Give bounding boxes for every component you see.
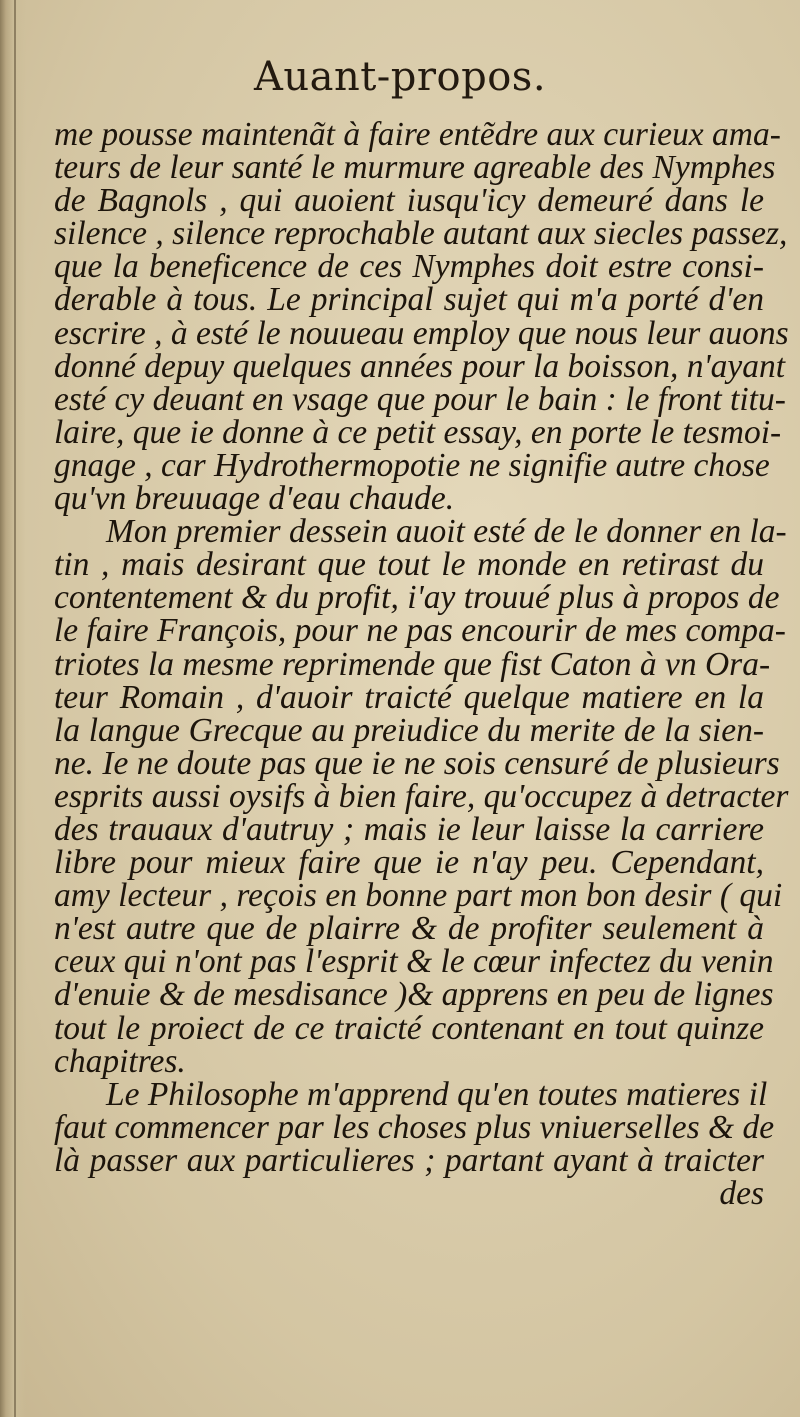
text-line: que la beneficence de ces Nymphes doit estre consi- [54,248,764,286]
text-line: donné depuy quelques années pour la boisson, n'ayant [54,347,786,385]
running-head: Auant-propos. [253,54,547,100]
paragraph-start-line: Le Philosophe m'apprend qu'en toutes matieres il [106,1075,768,1113]
text-line: teurs de leur santé le murmure agreable des Nymphes [54,149,776,187]
paragraph-start-line: Mon premier dessein auoit esté de le donner en la- [106,513,787,551]
text-line: escrire , à esté le nouueau employ que nous leur auons [54,314,789,352]
text-line: me pousse maintenãt à faire entẽdre aux curieux ama- [54,116,781,153]
text-line: contentement & du profit, i'ay trouué plus à propos de [54,579,780,617]
text-line: gnage , car Hydrothermopotie ne signifie autre chose [54,446,770,484]
page-edge-line [14,0,16,1417]
page-gutter-shadow [0,0,26,1417]
text-line: tout le proiect de ce traicté contenant en tout quinze [54,1009,764,1047]
text-line: teur Romain , d'auoir traicté quelque matiere en la [54,678,764,716]
text-line: n'est autre que de plairre & de profiter seulement à [54,910,764,948]
text-line: qu'vn breuuage d'eau chaude. [54,480,455,518]
text-line: libre pour mieux faire que ie n'ay peu. Cependant, [54,844,764,882]
text-line: là passer aux particulieres ; partant ayant à traicter [54,1141,764,1179]
text-line: faut commencer par les choses plus vniuerselles & de [54,1108,775,1146]
text-line: laire, que ie donne à ce petit essay, en porte le tesmoi- [54,413,782,451]
text-line: le faire François, pour ne pas encourir de mes compa- [54,612,786,650]
text-line: ceux qui n'ont pas l'esprit & le cœur infectez du venin [54,943,774,981]
text-line: esprits aussi oysifs à bien faire, qu'occupez à detracter [54,777,789,815]
text-line: d'enuie & de mesdisance )& apprens en peu de lignes [54,976,774,1014]
text-line: de Bagnols , qui auoient iusqu'icy demeuré dans le [54,182,764,220]
text-line: la langue Grecque au preiudice du merite de la sien- [54,711,764,749]
text-line: triotes la mesme reprimende que fist Caton à vn Ora- [54,645,771,683]
text-line: des trauaux d'autruy ; mais ie leur laisse la carriere [54,810,764,848]
text-line: silence , silence reprochable autant aux siecles passez, [54,215,788,253]
body-text [54,116,789,1212]
text-line: chapitres. [54,1042,186,1080]
text-line: esté cy deuant en vsage que pour le bain : le front titu- [54,380,786,418]
text-line: derable à tous. Le principal sujet qui m'a porté d'en [54,281,764,319]
text-line: tin , mais desirant que tout le monde en retirast du [54,546,764,584]
text-line: amy lecteur , reçois en bonne part mon bon desir ( qui [54,877,783,915]
text-line: ne. Ie ne doute pas que ie ne sois censuré de plusieurs [54,744,780,782]
catchword: des [719,1175,764,1212]
